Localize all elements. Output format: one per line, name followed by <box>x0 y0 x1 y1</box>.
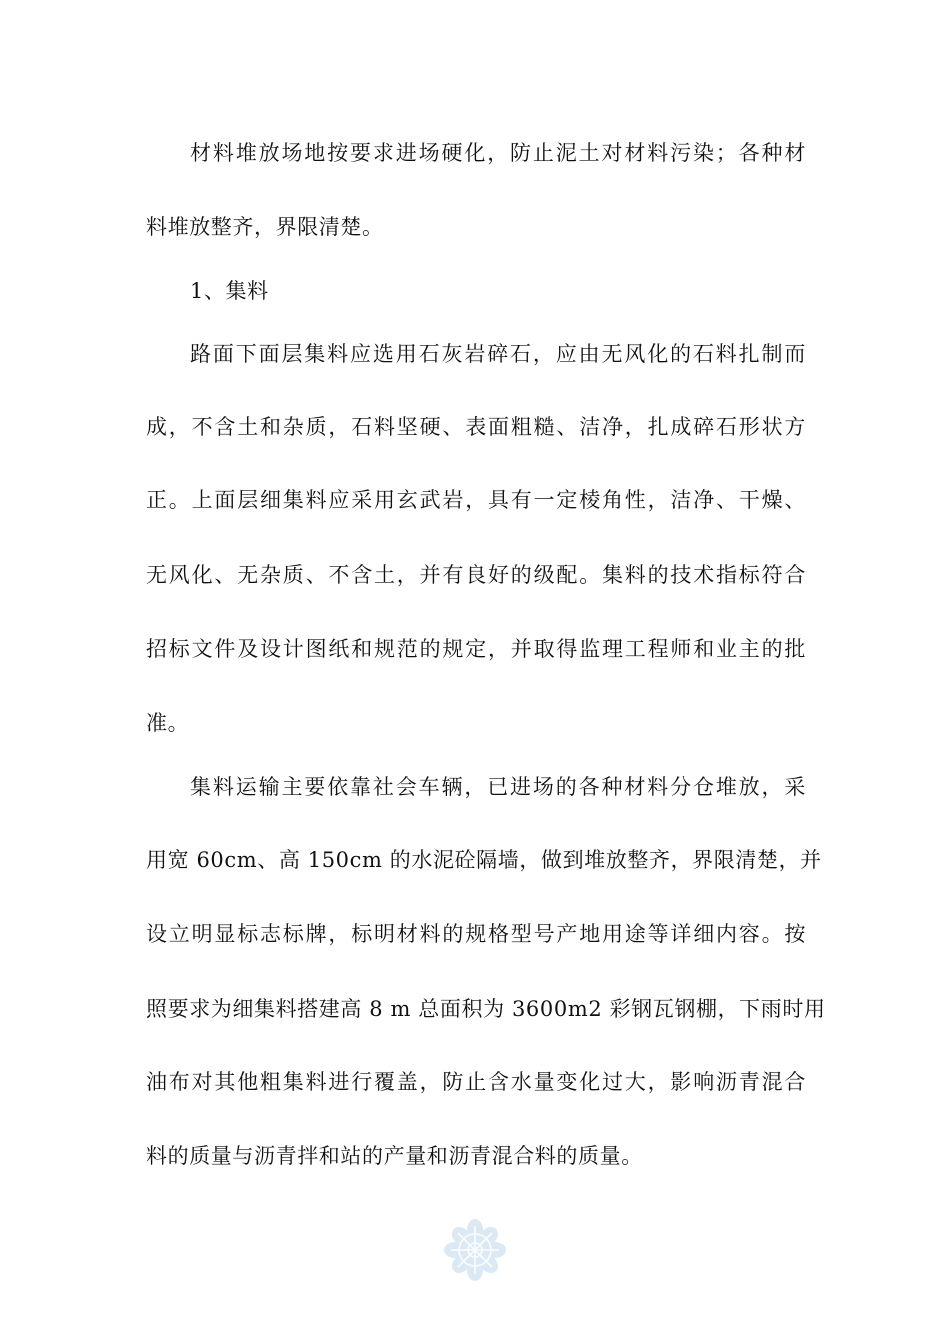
paragraph-line: 准。 <box>146 711 190 735</box>
paragraph-line: 照要求为细集料搭建高 8 m 总面积为 3600m2 彩钢瓦钢棚，下雨时用 <box>146 997 826 1021</box>
paragraph-line: 材料堆放场地按要求进场硬化，防止泥土对材料污染；各种材 <box>190 141 806 165</box>
paragraph-line: 料的质量与沥青拌和站的产量和沥青混合料的质量。 <box>146 1144 643 1168</box>
paragraph-line: 料堆放整齐，界限清楚。 <box>146 215 384 239</box>
paragraph-line: 无风化、无杂质、不含土，并有良好的级配。集料的技术指标符合 <box>146 563 806 587</box>
snowflake-logo-icon <box>443 1218 507 1282</box>
paragraph-line: 成，不含土和杂质，石料坚硬、表面粗糙、洁净，扎成碎石形状方 <box>146 415 806 439</box>
paragraph-line: 油布对其他粗集料进行覆盖，防止含水量变化过大，影响沥青混合 <box>146 1070 806 1094</box>
paragraph-line: 集料运输主要依靠社会车辆，已进场的各种材料分仓堆放，采 <box>190 775 806 799</box>
paragraph-line: 招标文件及设计图纸和规范的规定，并取得监理工程师和业主的批 <box>146 637 806 661</box>
paragraph-line: 正。上面层细集料应采用玄武岩，具有一定棱角性，洁净、干燥、 <box>146 488 806 512</box>
section-heading: 1、集料 <box>190 279 269 303</box>
paragraph-line: 设立明显标志标牌，标明材料的规格型号产地用途等详细内容。按 <box>146 922 806 946</box>
paragraph-line: 用宽 60cm、高 150cm 的水泥砼隔墙，做到堆放整齐，界限清楚，并 <box>146 848 822 872</box>
paragraph-line: 路面下面层集料应选用石灰岩碎石，应由无风化的石料扎制而 <box>190 342 806 366</box>
